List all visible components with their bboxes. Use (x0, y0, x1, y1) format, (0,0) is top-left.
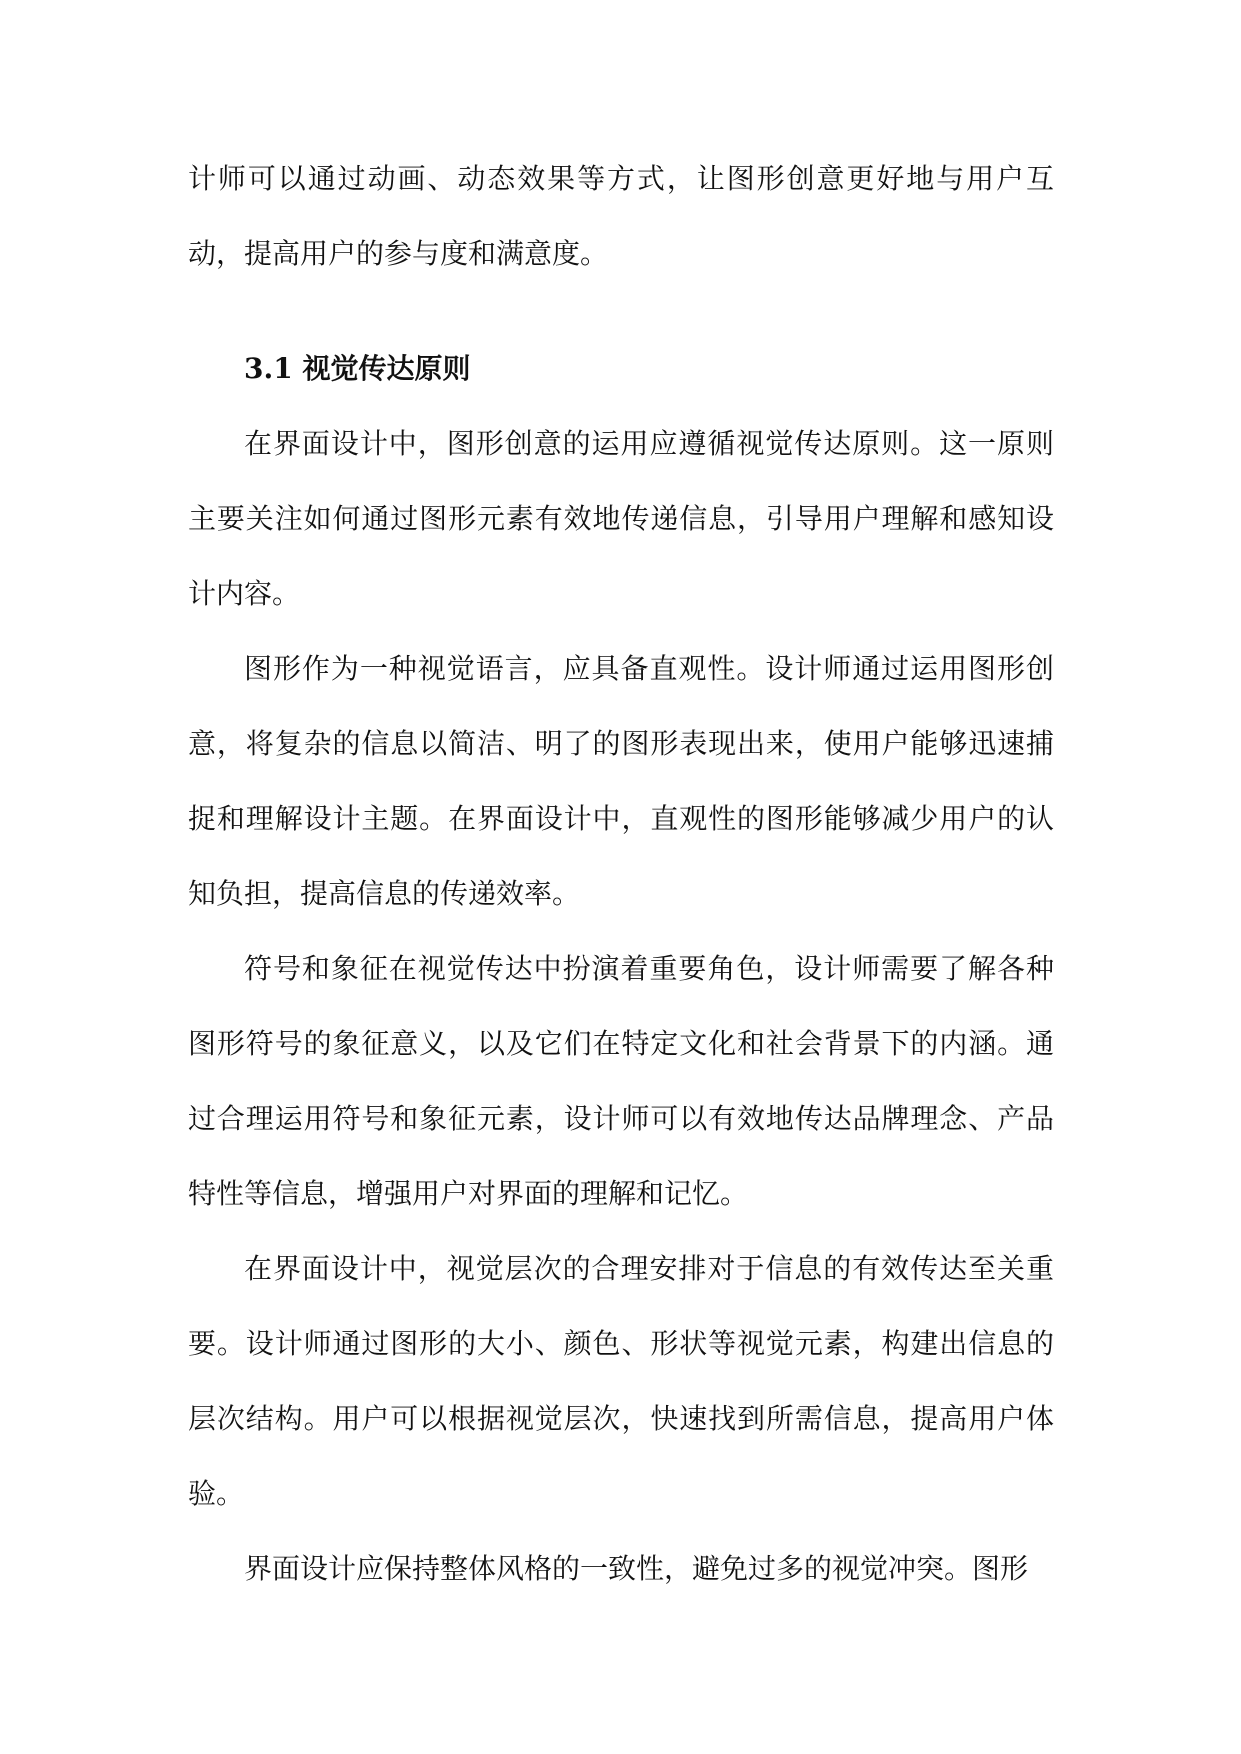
body-paragraph: 图形作为一种视觉语言，应具备直观性。设计师通过运用图形创意，将复杂的信息以简洁、明了的图形表现出来，使用户能够迅速捕捉和理解设计主题。在界面设计中，直观性的图形能够减少用户的认知负担，提高信息的传递效率。 (188, 652, 1054, 910)
body-paragraph: 界面设计应保持整体风格的一致性，避免过多的视觉冲突。图形 (244, 1552, 1029, 1585)
body-paragraph: 在界面设计中，视觉层次的合理安排对于信息的有效传达至关重要。设计师通过图形的大小、颜色、形状等视觉元素，构建出信息的层次结构。用户可以根据视觉层次，快速找到所需信息，提高用户体验。 (188, 1252, 1054, 1510)
document-body (188, 141, 1054, 1606)
section-heading: 3.1 视觉传达原则 (244, 352, 471, 385)
body-paragraph: 在界面设计中，图形创意的运用应遵循视觉传达原则。这一原则主要关注如何通过图形元素有效地传递信息，引导用户理解和感知设计内容。 (188, 427, 1054, 610)
continuation-paragraph: 计师可以通过动画、动态效果等方式，让图形创意更好地与用户互动，提高用户的参与度和满意度。 (188, 162, 1054, 270)
body-paragraph: 符号和象征在视觉传达中扮演着重要角色，设计师需要了解各种图形符号的象征意义，以及它们在特定文化和社会背景下的内涵。通过合理运用符号和象征元素，设计师可以有效地传达品牌理念、产品特性等信息，增强用户对界面的理解和记忆。 (188, 952, 1054, 1210)
